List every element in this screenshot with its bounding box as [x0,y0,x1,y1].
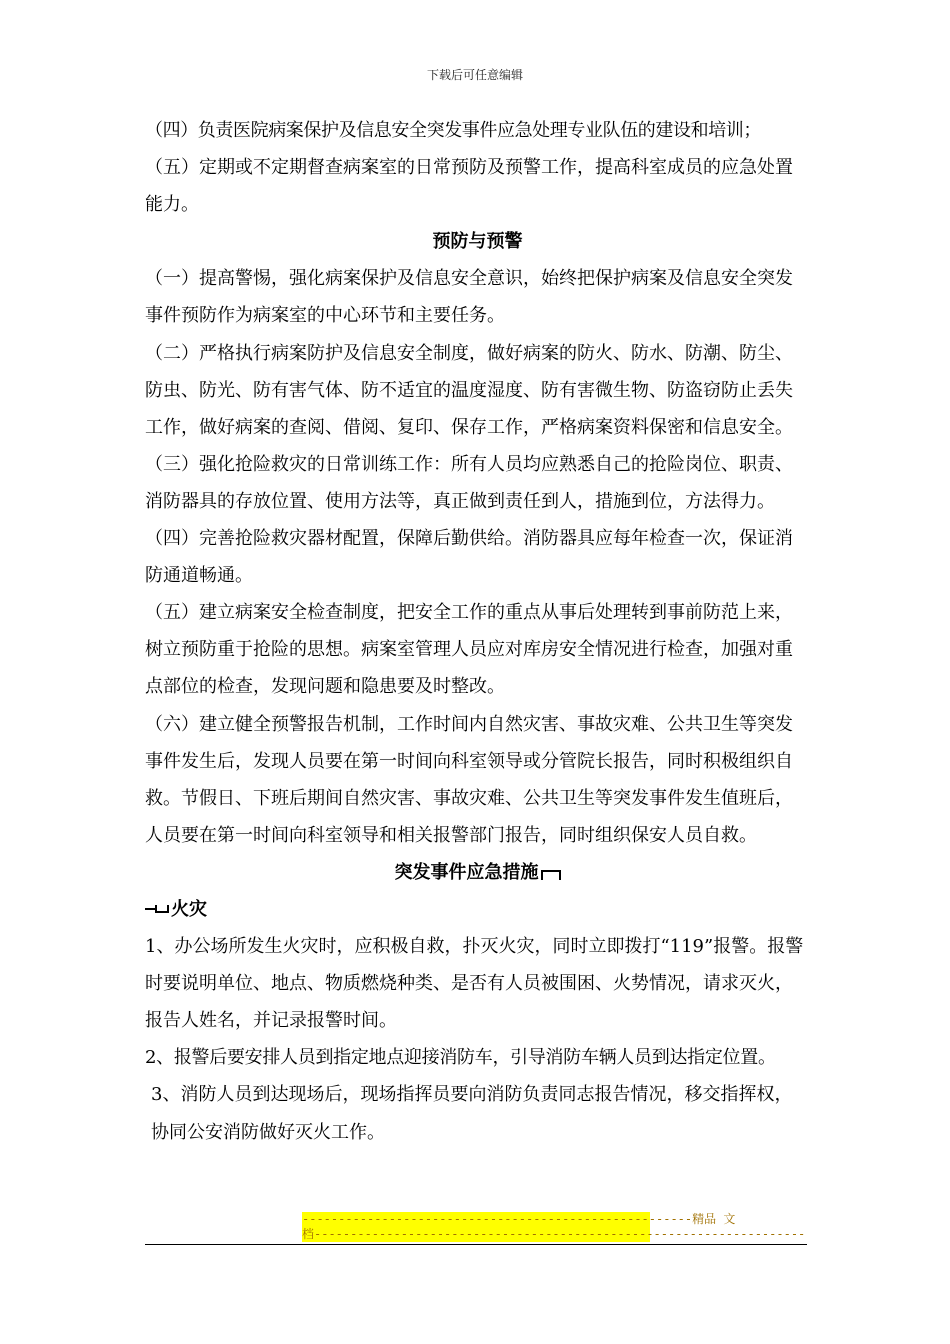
footer-divider [145,1244,807,1245]
document-body [145,112,810,1151]
paragraph: （五）建立病案安全检查制度，把安全工作的重点从事后处理转到事前防范上来，树立预防重于抢险的思想。病案室管理人员应对库房安全情况进行检查，加强对重点部位的检查，发现问题和隐患要及时整改。 [145,602,793,698]
paragraph: （三）强化抢险救灾的日常训练工作：所有人员均应熟悉自己的抢险岗位、职责、消防器具的存放位置、使用方法等，真正做到责任到人，措施到位，方法得力。（四）完善抢险救灾器材配置，保障后勤供给。消防器具应每年检查一次，保证消防通道畅通。 [145,453,793,587]
page-header: 下载后可任意编辑 [426,68,523,82]
paragraph: （五）定期或不定期督查病案室的日常预防及预警工作，提高科室成员的应急处置能力。 [145,157,793,216]
paragraph: （四）负责医院病案保护及信息安全突发事件应急处理专业队伍的建设和培训； [145,120,761,141]
footer-watermark [302,1212,806,1242]
paragraph: （六）建立健全预警报告机制，工作时间内自然灾害、事故灾难、公共卫生等突发事件发生后，发现人员要在第一时间向科室领导或分管院长报告，同时积极组织自救。节假日、下班后期间自然灾害、事故灾难、公共卫生等突发事件发生值班后，人员要在第一时间向科室领导和相关报警部门报告，同时组织保安人员自救。 [145,713,793,846]
paragraph: 3、消防人员到达现场后，现场指挥员要向消防负责同志报告情况，移交指挥权，协同公安消防做好灭火工作。 [151,1084,793,1143]
subsection-title-text: 火灾 [171,898,207,920]
paragraph: 1、办公场所发生火灾时，应积极自救，扑灭火灾，同时立即拨打“119”报警。报警时要说明单位、地点、物质燃烧种类、是否有人员被围困、火势情况，请求灭火，报告人姓名，并记录报警时间。 [145,936,804,1032]
footer-line-1: ------------------------------------------------------精品 文 [302,1212,736,1226]
section-title-prevention: 预防与预警 [432,231,523,253]
section-title-emergency [145,854,810,891]
paragraph: （一）提高警惕，强化病案保护及信息安全意识，始终把保护病案及信息安全突发事件预防作为病案室的中心环节和主要任务。 [145,268,793,327]
paragraph: 2、报警后要安排人员到指定地点迎接消防车，引导消防车辆人员到达指定位置。 [145,1047,776,1069]
heading-mark-icon [541,870,561,880]
section-title-text: 突发事件应急措施 [394,861,539,883]
subsection-title-fire [145,891,810,928]
list-marker-icon [155,905,169,913]
list-marker-icon [145,908,155,910]
footer-line-2: 档-------------------------------------------------------------------- [302,1227,806,1241]
paragraph: （二）严格执行病案防护及信息安全制度，做好病案的防火、防水、防潮、防尘、防虫、防光、防有害气体、防不适宜的温度湿度、防有害微生物、防盗窃防止丢失工作，做好病案的查阅、借阅、复印、保存工作，严格病案资料保密和信息安全。 [145,342,793,438]
